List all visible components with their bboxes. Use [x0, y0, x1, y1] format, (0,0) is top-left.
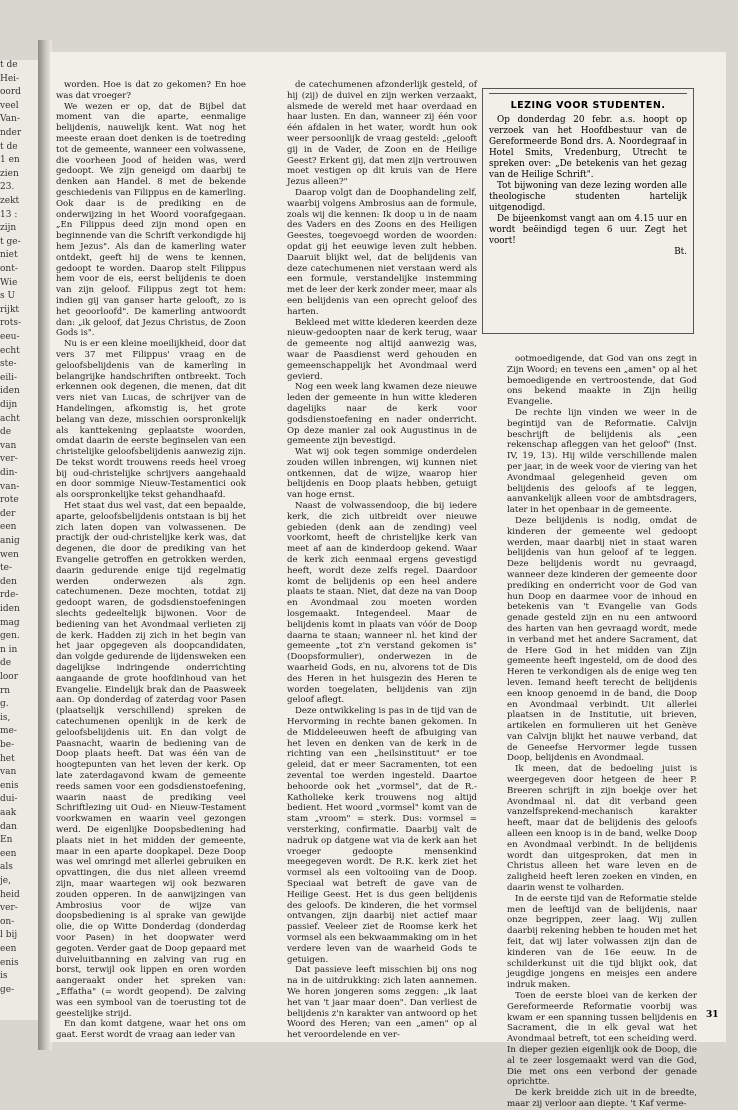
column-middle [287, 80, 477, 1060]
previous-page-text: een [0, 522, 17, 533]
previous-page-text: acht [0, 413, 20, 424]
paragraph: En dan komt datgene, waar het ons om gaat. Eerst wordt de vraag aan ieder van [56, 1019, 246, 1041]
previous-page-text: als [0, 862, 13, 873]
previous-page-text: het [0, 753, 15, 764]
paragraph: Bekleed met witte klederen keerden deze nieuw-gedoopten naar de kerk terug, waar de gemeente nog altijd aanwezig was, waar de Paasdienst werd gehouden en gemeenschappelijk het Avondmaal werd gevierd. [287, 317, 477, 382]
announcement-paragraph: De bijeenkomst vangt aan om 4.15 uur en wordt beëindigd tegen 6 uur. Zegt het voort! [489, 214, 687, 246]
announcement-box [482, 88, 694, 334]
previous-page-text: oord [0, 87, 21, 98]
previous-page-text: ge- [0, 984, 15, 995]
announcement-paragraph: Op donderdag 20 febr. a.s. hoopt op verzoek van het Hoofdbestuur van de Gereformeerde Bond drs. A. Noordegraaf in Hotel Smits, Vredenburg, Utrecht te spreken over: „De betekenis van het gezag van de Heilige Schrift". [489, 115, 687, 180]
previous-page-text: rde- [0, 590, 19, 601]
previous-page-text: s U [0, 291, 16, 302]
paragraph: ootmoedigende, dat God van ons zegt in Zijn Woord; en tevens een „amen" op al het bemoedigende en vertroostende, dat God ons bekend maakte in Zijn heilig Evangelie. [507, 354, 697, 408]
paragraph: De kerk breidde zich uit in de breedte, maar zij verloor aan diepte. 't Kaf verme- [507, 1088, 697, 1109]
previous-page-text: Hei- [0, 73, 20, 84]
announcement-paragraph: Tot bijwoning van deze lezing worden alle theologische studenten hartelijk uitgenodigd. [489, 181, 687, 213]
previous-page-text: Van- [0, 114, 20, 125]
previous-page-text: t de [0, 141, 18, 152]
previous-page-text: enis [0, 957, 19, 968]
previous-page-text: wen [0, 549, 19, 560]
previous-page-text: van [0, 767, 17, 778]
previous-page-text: heid [0, 889, 20, 900]
previous-page-text: g. [0, 699, 9, 710]
paragraph: In de eerste tijd van de Reformatie stelde men de leeftijd van de belijdenis, naar onze begrippen, zeer laag. Wij zullen daarbij rekening hebben te houden met het feit, dat wij later volwassen zijn dan de kinderen van de 16e eeuw. In de schilderkunst uit die tijd blijkt ook, dat jeugdige jongens en meisjes een andere indruk maken. [507, 893, 697, 991]
previous-page-text: de [0, 658, 12, 669]
previous-page-text: iden [0, 604, 20, 614]
previous-page-text: je, [0, 876, 11, 886]
previous-page-text: te- [0, 563, 12, 574]
paragraph: Nu is er een kleine moeilijkheid, door dat vers 37 met Filippus' vraag en de geloofsbelijdenis van de kamerling in belangrijke handschriften ontbreekt. Toch erkennen ook degenen, die menen, dat dit vers niet van Lucas, de schrijver van de Handelingen, afkomstig is, het grote belang van deze, misschien oorspronkelijk als kanttekening geplaatste woorden, omdat daarin de eerste beginselen van een christelijke geloofsbelijdenis aanwezig zijn. De tekst wordt trouwens reeds heel vroeg bij oud-christelijke schrijvers aangehaald en door sommige Nieuw-Testamentici ook als oorspronkelijke tekst gehandhaafd. [56, 339, 246, 501]
previous-page-text: van- [0, 481, 20, 492]
previous-page-text: eeu- [0, 332, 20, 342]
previous-page-text: din- [0, 468, 18, 478]
column-left [56, 80, 246, 1060]
previous-page-text: enis [0, 780, 19, 791]
paragraph: Deze ontwikkeling is pas in de tijd van de Hervorming in rechte banen gekomen. In de Middeleeuwen heeft de afbuiging van het leven en denken van de kerk in de richting van een „heilsinstituut" er toe geleid, dat er meer Sacramenten, tot een zevental toe werden ingesteld. Daartoe behoorde ook het „vormsel", dat de R.-Katholieke kerk trouwens nog altijd bedient. Het woord „vormsel" komt van de stam „vroom" = sterk. Dus: vormsel = versterking, confirmatie. Daarbij valt de nadruk op datgene wat via de kerk aan het vroeger gedoopte mensenkind meegegeven wordt. De R.K. kerk ziet het vormsel als een voltooiing van de Doop. Speciaal wat betreft de gave van de Heilige Geest. Het is dus geen belijdenis des geloofs. De kinderen, die het vormsel ontvangen, zijn daarbij niet actief maar passief. Veeleer ziet de Roomse kerk het vormsel als een bekwaammaking om in het verdere leven van de waarheid Gods te getuigen. [287, 706, 477, 965]
paragraph: de catechumenen afzonderlijk gesteld, of hij (zij) de duivel en zijn werken verzaakt, alsmede de wereld met haar overdaad en haar lusten. En dan, wanneer zij één voor één afdalen in het water, wordt hun ook weer persoonlijk de vraag gesteld: „gelooft gij in de Vader, de Zoon en de Heilige Geest? Erkent gij, dat men zijn vertrouwen moet vestigen op dit kruis van de Here Jezus alleen?" [287, 80, 477, 188]
previous-page-text: loor [0, 672, 19, 682]
paragraph: Ik meen, dat de bedoeling juist is weergegeven door hetgeen de heer P. Breeren schrijft in zijn boekje over het Avondmaal nl. dat dit verband geen vanzelfsprekend-mechanisch karakter heeft, maar dat de belijdenis des geloofs alleen een knoop is in de band, welke Doop en Avondmaal verbindt. In de belijdenis wordt dan uitgesproken, dat men in Christus alleen het ware leven en de zaligheid heeft leren zoeken en vinden, en daarin wenst te volharden. [507, 764, 697, 894]
previous-page-text: is [0, 971, 8, 982]
previous-page-text: nder [0, 128, 22, 138]
paragraph: Toen de eerste bloei van de kerken der Gereformeerde Reformatie voorbij was kwam er een spanning tussen belijdenis en Sacrament, die in elk geval wat het Avondmaal betreft, tot een scheiding werd. In dieper gezien eigenlijk ook de Doop, die al te zeer losgemaakt werd van die God, Die met ons een verbond der genade oprichtte. [507, 991, 697, 1088]
previous-page-text: dui- [0, 794, 18, 805]
previous-page-text: der [0, 508, 16, 519]
previous-page-text: echt [0, 345, 20, 356]
previous-page-text: l bij [0, 930, 18, 941]
previous-page-text: iden [0, 386, 20, 397]
previous-page-text: ste- [0, 359, 17, 370]
previous-page-text: dijn [0, 400, 18, 410]
previous-page-text: anig [0, 536, 20, 546]
previous-page-text: ver- [0, 454, 18, 465]
announcement-signature: Bt. [674, 247, 687, 257]
previous-page-fragment [0, 60, 40, 1020]
previous-page-text: van [0, 440, 17, 451]
previous-page-text: een [0, 944, 17, 954]
paragraph: Wat wij ook tegen sommige onderdelen zouden willen inbrengen, wij kunnen niet ontkennen, dat de wijze, waarop hier belijdenis en Doop plaats hebben, getuigt van hoge ernst. [287, 447, 477, 501]
previous-page-text: zijn [0, 223, 17, 234]
previous-page-text: mag [0, 617, 20, 628]
paragraph: Nog een week lang kwamen deze nieuwe leden der gemeente in hun witte klederen dagelijks naar de kerk voor godsdienstoefening en nader onderricht. Op deze manier zal ook Augustinus in de gemeente zijn bevestigd. [287, 382, 477, 447]
previous-page-text: 13 : [0, 209, 18, 220]
previous-page-text: veel [0, 100, 19, 111]
previous-page-text: Wie [0, 277, 18, 288]
previous-page-text: aak [0, 808, 17, 818]
previous-page-text: ver- [0, 903, 18, 914]
previous-page-text: rote [0, 495, 19, 506]
previous-page-text: de [0, 427, 12, 438]
previous-page-text: den [0, 576, 17, 587]
previous-page-text: 1 en [0, 155, 20, 166]
paragraph: Dat passieve leeft misschien bij ons nog na in de uitdrukking: zich laten aannemen. We horen jongeren soms zeggen: „ik laat het van 't jaar maar doen". Dan verliest de belijdenis z'n karakter van antwoord op het Woord des Heren; van een „amen" op al het veroordelende en ver- [287, 965, 477, 1041]
previous-page-text: zekt [0, 196, 20, 206]
previous-page-text: ont- [0, 264, 18, 274]
previous-page-text: be- [0, 740, 15, 750]
previous-page-text: een [0, 848, 17, 859]
previous-page-text: me- [0, 726, 17, 737]
paragraph: Daarop volgt dan de Doophandeling zelf, waarbij volgens Ambrosius aan de formule, zoals wij die kennen: Ik doop u in de naam des Vaders en des Zoons en des Heiligen Geestes, toegevoegd worden de woorden: opdat gij het eeuwige leven zult hebben. Daaruit blijkt wel, dat de belijdenis van deze catechumenen niet verstaan werd als een formule, verstandelijke instemming met de leer der kerk zonder meer, maar als een belijdenis van een oprecht geloof des harten. [287, 187, 477, 317]
previous-page-text: rots- [0, 318, 21, 329]
previous-page-text: is, [0, 712, 11, 723]
previous-page-text: En [0, 835, 13, 846]
previous-page-text: n in [0, 644, 18, 655]
paragraph: worden. Hoe is dat zo gekomen? En hoe was dat vroeger? [56, 80, 246, 101]
previous-page-text: on- [0, 916, 15, 927]
previous-page-text: 23. [0, 182, 15, 193]
paragraph: Naast de volwassendoop, die bij iedere kerk, die zich uitbreidt over nieuwe gebieden (denk aan de zending) veel voorkomt, heeft de christelijke kerk van meet af aan de kinderdoop gekend. Waar de kerk zich eenmaal ergens gevestigd heeft, wordt deze zelfs regel. Daardoor komt de belijdenis op een heel andere plaats te staan. Niet, dat deze na van Doop en Avondmaal zou moeten worden losgemaakt. Integendeel. Maar de belijdenis komt in plaats van vóór de Doop daarna te staan; wanneer nl. het kind der gemeente „tot z'n verstand gekomen is" (Doopsformulier), onderwezen in de waarheid Gods, en nu, alvorens tot de Dis des Heren in het huisgezin des Heren te worden toegelaten, belijdenis van zijn geloof aflegt. [287, 501, 477, 706]
paragraph: We wezen er op, dat de Bijbel dat moment van die aparte, eenmalige belijdenis, nauwelijk kent. Wat nog het meeste eraan doet denken is de toetreding tot de gemeente, wanneer een volwassene, die voorheen Jood of heiden was, werd gedoopt. We zijn geneigd om daarbij te denken aan Handel. 8 met de bekende geschiedenis van Filippus en de kamerling. Ook daar is de prediking en de onderwijzing in het Woord voorafgegaan. „En Filippus deed zijn mond open en beginnende van die Schrift verkondigde hij hem Jezus". Als dan de kamerling water ontdekt, geeft hij de wens te kennen, gedoopt te worden. Daarop stelt Filippus hem voor de eis, eerst belijdenis te doen van zijn geloof. Filippus zegt tot hem: indien gij van ganser harte gelooft, zo is het geoorloofd". De kamerling antwoordt dan: „ik geloof, dat Jezus Christus, de Zoon Gods is". [56, 101, 246, 339]
previous-page-text: t ge- [0, 236, 21, 247]
page-number: 31 [706, 1010, 719, 1020]
paragraph: Deze belijdenis is nodig, omdat de kinderen der gemeente wel gedoopt werden, maar daarbij niet in staat waren belijdenis van hun geloof af te leggen. Deze belijdenis wordt nu gevraagd, wanneer deze kinderen der gemeente door prediking en onderricht voor de God van hun Doop en daarmee voor de inhoud en betekenis van 't Evangelie van Gods genade gesteld zijn en nu een antwoord des harten van hen gevraagd wordt, mede in verband met het andere Sacrament, dat de Here God in het midden van Zijn gemeente heeft ingesteld, om de dood des Heren te verkondigen als de enige weg ten leven. Iemand heeft terecht de belijdenis een knoop genoemd in de band, die Doop en Avondmaal verbindt. Uit allerlei plaatsen in de Institutie, uit brieven, artikelen en formulieren uit het Genève van Calvijn blijkt het nauwe verband, dat de Geneefse Hervormer legde tussen Doop, belijdenis en Avondmaal. [507, 515, 697, 764]
paragraph: Het staat dus wel vast, dat een bepaalde, aparte, geloofsbelijdenis ontstaan is bij het zich laten dopen van volwassenen. De practijk der oud-christelijke kerk was, dat degenen, die door de prediking van het Evangelie getroffen en getrokken werden, daarin gedurende enige tijd regelmatig werden onderwezen als zgn. catechumenen. Deze mochten, totdat zij gedoopt waren, de godsdienstoefeningen slechts gedeeltelijk bijwonen. Voor de bediening van het Avondmaal verlieten zij de kerk. Hadden zij zich in het begin van het jaar opgegeven als doopcandidaten, dan volgde gedurende de lijdensweken een dagelijkse indringende onderrichting aangaande de grote hoofdinhoud van het Evangelie. Eindelijk brak dan de Paasweek aan. Op donderdag of zaterdag voor Pasen (plaatselijk verschillend) spreken de catechumenen openlijk in de kerk de geloofsbelijdenis uit. En dan volgt de Paasnacht, waarin de bediening van de Doop plaats heeft. Dat was één van de hoogtepunten van het leven der kerk. Op late zaterdagavond kwam de gemeente reeds samen voor een godsdienstoefening, waarin naast de prediking veel Schriftlezing uit Oud- en Nieuw-Testament voorkwamen en waarin veel gezongen werd. De eigenlijke Doopsbediening had plaats niet in het midden der gemeente, maar in een aparte doopkapel. Deze Doop was wel omringd met allerlei gebruiken en opvattingen, die dus niet alleen vreemd zijn, maar waartegen wij ook bezwaren zouden opperen. In de aanwijzingen van Ambrosius voor de wijze van doopsbediening is al sprake van gewijde olie, die op Witte Donderdag (donderdag voor Pasen) in het doopwater werd gegoten. Verder gaat de Doop gepaard met duiveluitbanning en zalving van rug en borst, terwijl ook lippen en oren worden aangeraakt onder het spreken van: „Effatha" (= wordt geopend). De zalving was een symbool van de toerusting tot de geestelijke strijd. [56, 501, 246, 1019]
announcement-title: LEZING VOOR STUDENTEN. [510, 100, 666, 111]
column-right [507, 354, 697, 1109]
page [50, 52, 726, 1109]
previous-page-text: zien [0, 168, 19, 179]
previous-page-text: t de [0, 60, 18, 70]
previous-page-text: gen. [0, 631, 20, 642]
previous-page-text: niet [0, 250, 18, 261]
previous-page-text: rijkt [0, 304, 20, 315]
paragraph: De rechte lijn vinden we weer in de begintijd van de Reformatie. Calvijn beschrijft de belijdenis als „een rekenschap afleggen van het geloof" (Inst. IV, 19, 13). Hij wilde verschillende malen per jaar, in de week voor de viering van het Avondmaal gelegenheid geven om belijdenis des geloofs af te leggen, aanvankelijk alleen voor de ambtsdragers, later in het openbaar in de gemeente. [507, 407, 697, 516]
previous-page-text: eili- [0, 372, 18, 383]
previous-page-text: dan [0, 821, 17, 832]
previous-page-text: rn [0, 685, 11, 696]
